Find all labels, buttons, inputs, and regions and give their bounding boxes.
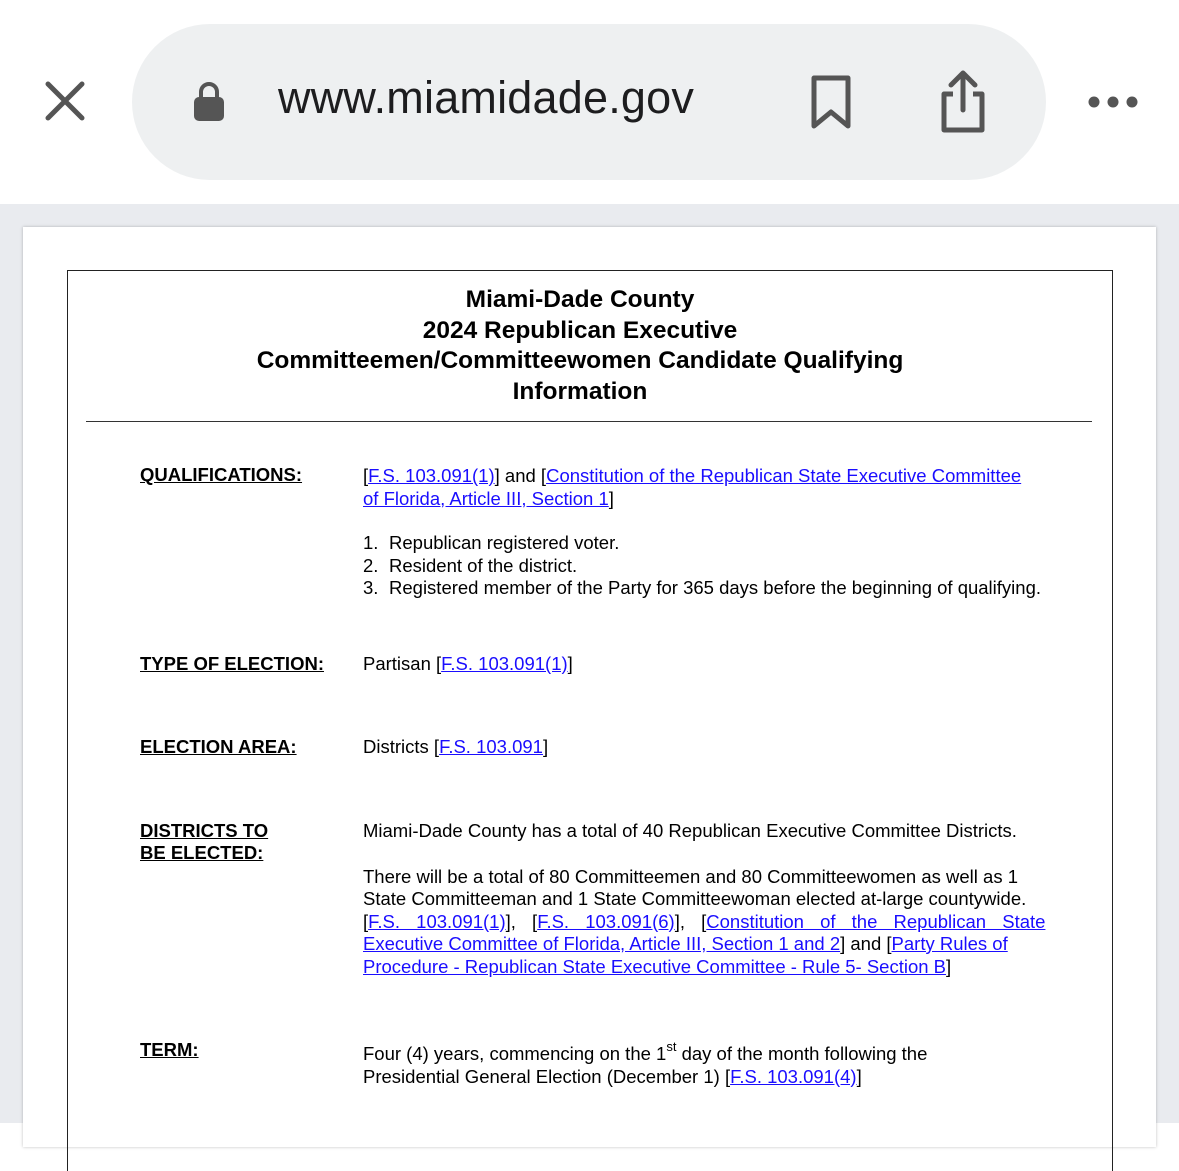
fs-103-091-1-link[interactable]: F.S. 103.091(1): [368, 465, 495, 486]
party-rules-link[interactable]: Party Rules of: [891, 933, 1008, 954]
term-content: [363, 1038, 1063, 1088]
text: Districts [: [363, 736, 440, 757]
citations: [363, 911, 1045, 932]
separator: ] and [: [840, 933, 892, 954]
list-text: Registered member of the Party for 365 days before the beginning of qualifying.: [389, 577, 1041, 598]
bracket: ]: [946, 955, 952, 977]
url-text[interactable]: www.miamidade.gov: [278, 72, 695, 123]
address-bar[interactable]: [132, 24, 1046, 180]
list-number: 3.: [363, 577, 379, 598]
separator: ], [: [674, 910, 707, 932]
qualifications-content: [363, 465, 1063, 600]
districts-total-text: Miami-Dade County has a total of 40 Republican Executive Committee Districts.: [363, 820, 1017, 841]
fs-103-091-6-link[interactable]: F.S. 103.091(6): [537, 910, 675, 932]
districts-label: [140, 820, 268, 864]
title-line: Committeemen/Committeewomen Candidate Qualifying: [256, 347, 904, 374]
bracket: ]: [542, 736, 549, 757]
text: There will be a total of 80 Committeemen and 80 Committeewomen as well as 1: [363, 865, 1018, 887]
share-icon[interactable]: [936, 70, 990, 134]
bracket: [: [363, 910, 369, 932]
bookmark-icon[interactable]: [808, 74, 854, 130]
bracket: ]: [608, 487, 614, 509]
list-item: [363, 532, 1063, 555]
document-title: [68, 285, 1092, 407]
type-of-election-label: TYPE OF ELECTION:: [140, 653, 324, 674]
list-item: [363, 577, 1063, 600]
bracket: ]: [567, 653, 573, 674]
qualifications-label: QUALIFICATIONS:: [140, 464, 303, 485]
election-area-label: ELECTION AREA:: [140, 736, 297, 757]
title-line: 2024 Republican Executive: [422, 316, 738, 344]
fs-103-091-link[interactable]: F.S. 103.091: [439, 736, 543, 757]
text: State Committeeman and 1 State Committeewoman elected at-large countywide.: [363, 888, 1027, 909]
constitution-link[interactable]: Constitution of the Republican State: [706, 910, 1046, 932]
fs-103-091-1-link[interactable]: F.S. 103.091(1): [368, 910, 506, 932]
party-rules-link-cont[interactable]: Procedure - Republican State Executive Committee - Rule 5- Section B: [363, 955, 947, 977]
fs-103-091-1-link[interactable]: F.S. 103.091(1): [441, 653, 568, 674]
term-label: TERM:: [140, 1039, 199, 1060]
document-frame: [67, 270, 1113, 1171]
fs-103-091-4-link[interactable]: F.S. 103.091(4): [730, 1065, 857, 1087]
list-number: 2.: [363, 554, 379, 576]
close-icon[interactable]: [40, 78, 90, 128]
bracket: ]: [856, 1065, 862, 1087]
constitution-link-cont[interactable]: of Florida, Article III, Section 1: [363, 487, 609, 509]
list-item: [363, 555, 1063, 578]
text: day of the month following the: [676, 1043, 928, 1064]
document-viewer[interactable]: [0, 204, 1179, 1123]
title-line: Miami-Dade County: [465, 286, 695, 313]
superscript: st: [666, 1038, 677, 1054]
document-page: [23, 227, 1156, 1147]
election-area-content: [363, 736, 1063, 759]
constitution-link[interactable]: Constitution of the Republican State Executive Committee: [546, 465, 1022, 486]
bracket: [: [363, 465, 369, 486]
qualifications-list: [363, 532, 1063, 600]
list-text: Resident of the district.: [389, 554, 578, 576]
label-line: DISTRICTS TO: [140, 820, 269, 841]
type-of-election-content: [363, 653, 1063, 676]
districts-content: [363, 820, 1063, 978]
text: Partisan [: [363, 653, 442, 674]
label-line: BE ELECTED:: [140, 842, 264, 863]
title-line: Information: [512, 377, 648, 405]
list-number: 1.: [363, 532, 379, 553]
text: Four (4) years, commencing on the 1: [363, 1043, 667, 1064]
separator: ], [: [505, 910, 538, 932]
list-text: Republican registered voter.: [389, 532, 620, 553]
districts-paragraph: [363, 866, 1063, 979]
more-icon[interactable]: [1086, 92, 1142, 112]
browser-toolbar: [0, 0, 1179, 204]
text: ] and [: [494, 465, 547, 486]
title-divider: [86, 421, 1092, 422]
lock-icon: [192, 80, 226, 122]
constitution-link-cont[interactable]: Executive Committee of Florida, Article III, Section 1 and 2: [363, 933, 841, 954]
text: Presidential General Election (December 1) [: [363, 1065, 731, 1087]
